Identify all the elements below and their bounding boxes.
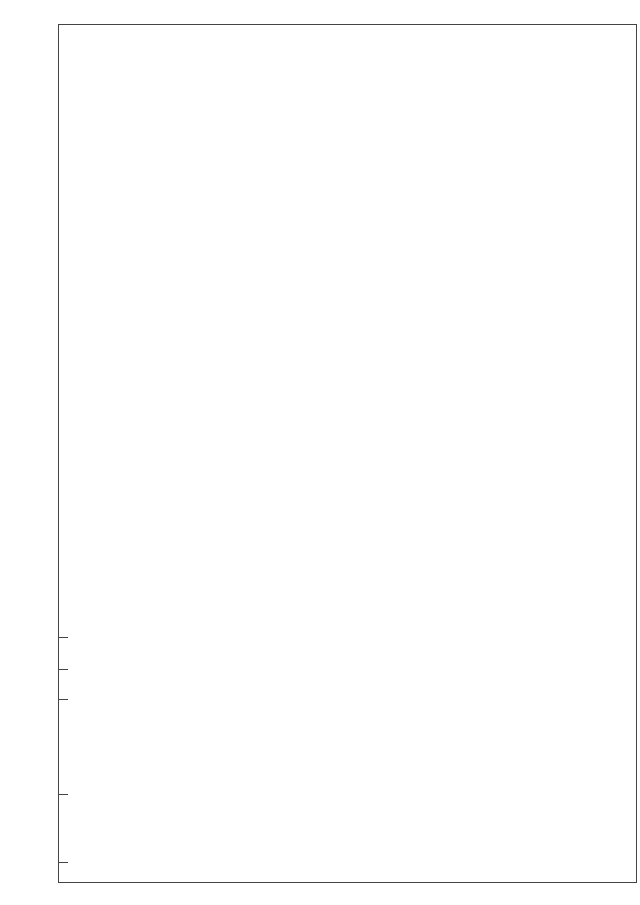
works-table <box>58 24 637 883</box>
header-col-4 <box>59 669 68 699</box>
header-col-1 <box>59 862 68 882</box>
header-col-2 <box>59 794 68 862</box>
header-col-5 <box>59 637 68 669</box>
table-header-row <box>59 23 68 882</box>
header-col-6 <box>59 23 68 637</box>
header-col-3 <box>59 699 68 794</box>
